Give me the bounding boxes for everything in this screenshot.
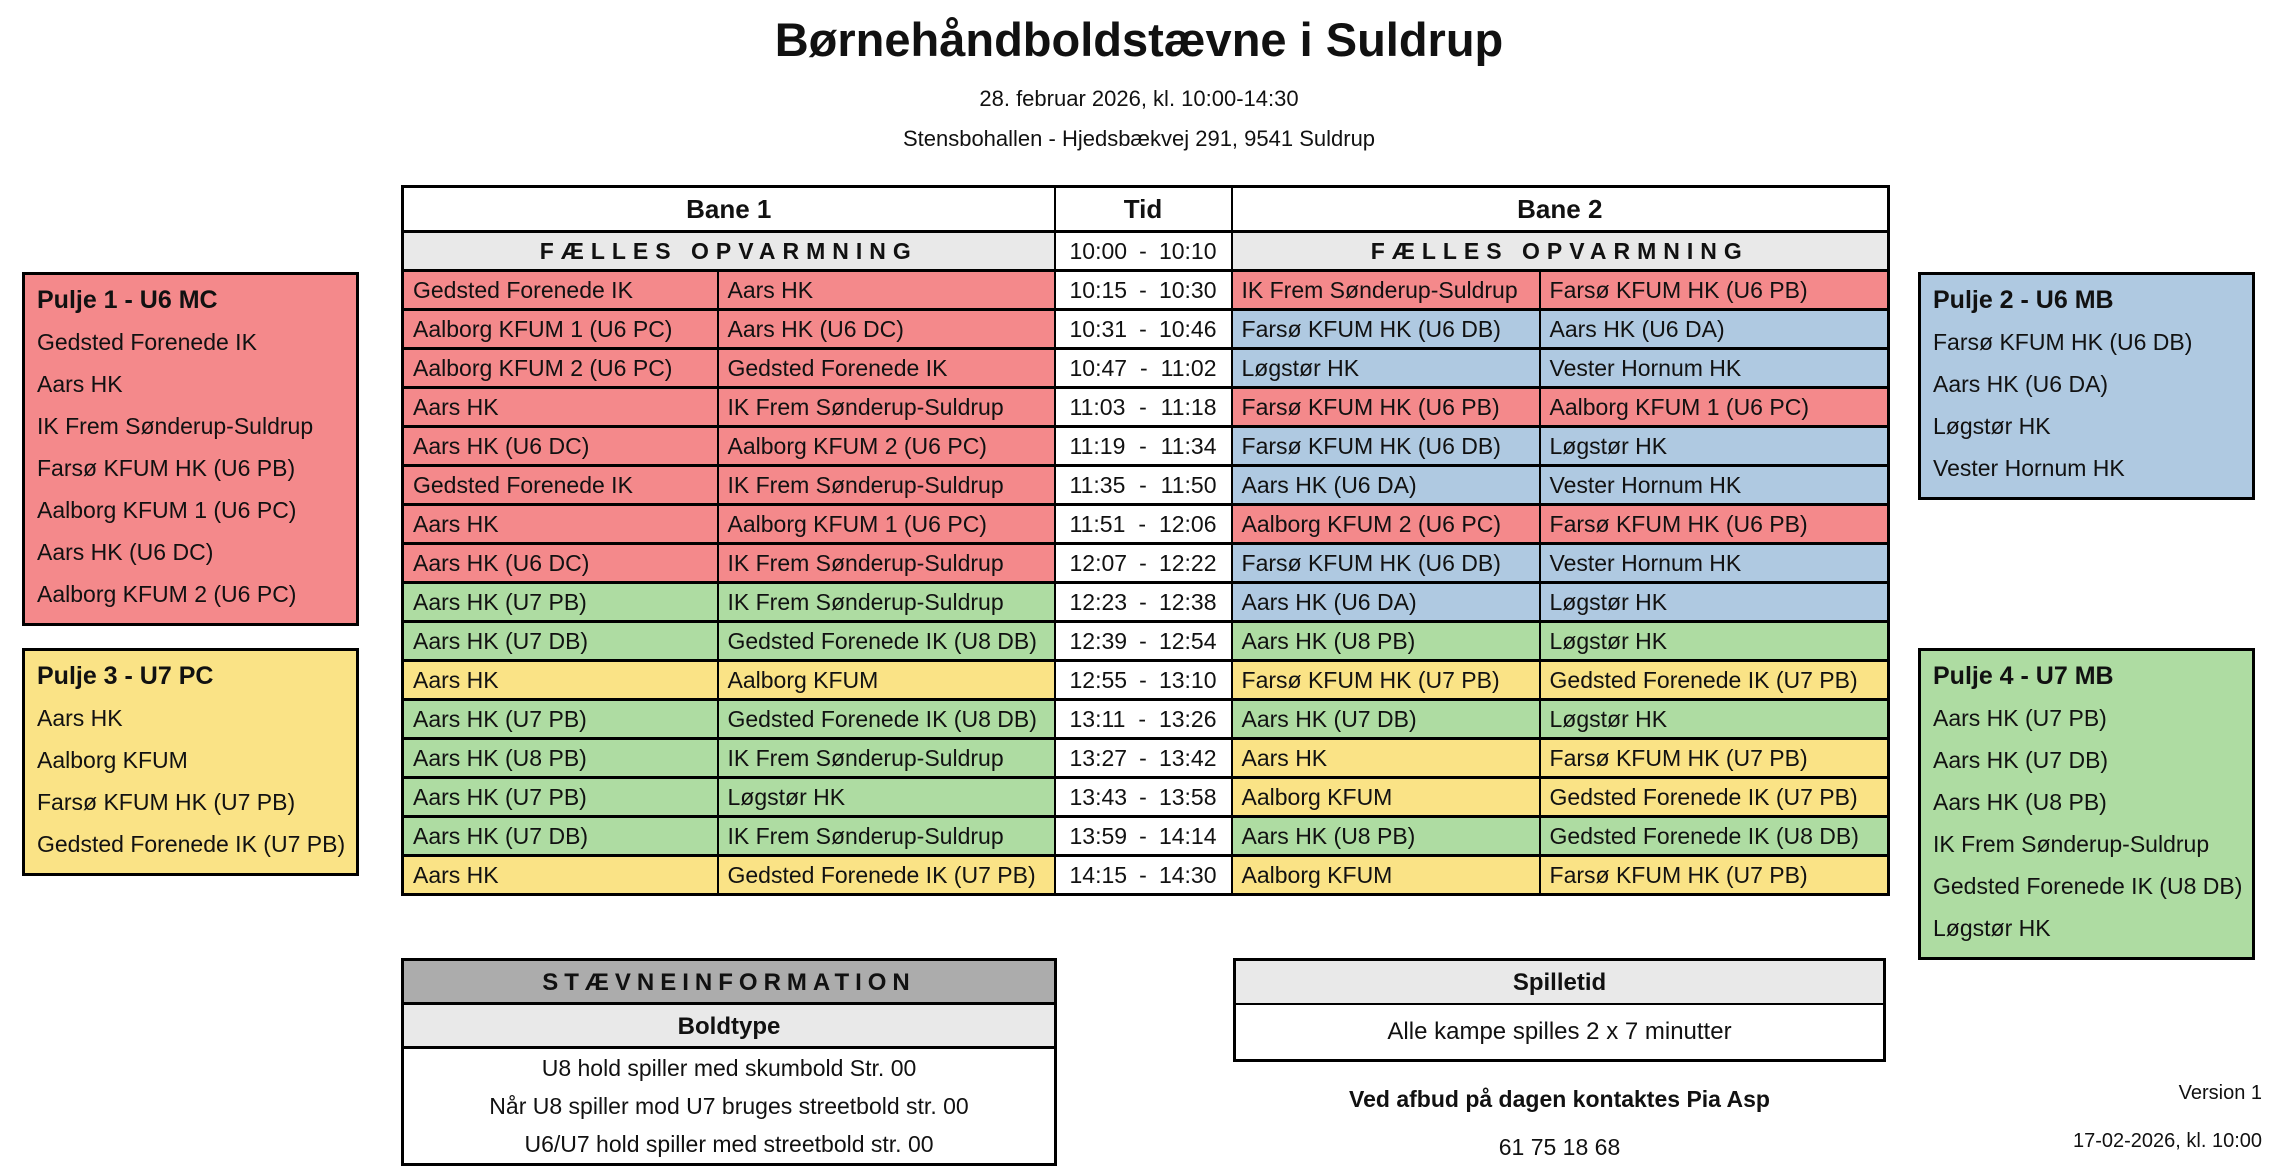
- pool-team-list: [1921, 697, 2252, 949]
- time-end: 11:18: [1160, 393, 1217, 420]
- contact-note: Ved afbud på dagen kontaktes Pia Asp: [1349, 1086, 1770, 1112]
- time-dash: -: [1139, 315, 1147, 342]
- team-cell: Aalborg KFUM: [1232, 778, 1540, 817]
- team-cell: Aalborg KFUM 1 (U6 PC): [1540, 388, 1889, 427]
- team-cell: IK Frem Sønderup-Suldrup: [718, 739, 1055, 778]
- tournament-info-header: STÆVNEINFORMATION: [404, 961, 1054, 1005]
- time-dash: -: [1139, 237, 1147, 264]
- playtime-header: Spilletid: [1236, 961, 1883, 1005]
- time-dash: -: [1139, 822, 1147, 849]
- team-cell: Aars HK: [403, 388, 718, 427]
- pool-team: IK Frem Sønderup-Suldrup: [37, 413, 314, 439]
- team-cell: Aars HK: [1232, 739, 1540, 778]
- team-cell: Gedsted Forenede IK: [718, 349, 1055, 388]
- team-cell: Aars HK (U6 DC): [403, 427, 718, 466]
- tournament-info-box: [401, 958, 1057, 1166]
- time-end: 12:54: [1158, 627, 1217, 654]
- team-cell: Farsø KFUM HK (U6 PB): [1540, 505, 1889, 544]
- match-row: [403, 739, 1889, 778]
- team-cell: Vester Hornum HK: [1540, 544, 1889, 583]
- pool-team: Farsø KFUM HK (U6 PB): [37, 455, 296, 481]
- ball-type-line: Når U8 spiller mod U7 bruges streetbold str. 00: [489, 1093, 969, 1119]
- team-cell: IK Frem Sønderup-Suldrup: [1232, 271, 1540, 310]
- time-dash: -: [1139, 393, 1147, 420]
- pool-title: Pulje 1 - U6 MC: [37, 286, 218, 314]
- ball-type-subheader: Boldtype: [404, 1005, 1054, 1049]
- time-cell: [1055, 622, 1232, 661]
- match-row: [403, 505, 1889, 544]
- pool-team: Aalborg KFUM: [37, 747, 188, 773]
- time-end: 14:14: [1158, 822, 1217, 849]
- team-cell: Aalborg KFUM: [718, 661, 1055, 700]
- team-cell: Aars HK (U7 DB): [403, 817, 718, 856]
- pool-team: Farsø KFUM HK (U7 PB): [37, 789, 296, 815]
- time-dash: -: [1140, 354, 1148, 381]
- bane1-column-header: Bane 1: [403, 187, 1055, 232]
- team-cell: Farsø KFUM HK (U6 DB): [1232, 427, 1540, 466]
- time-end: 10:30: [1158, 276, 1217, 303]
- team-cell: Løgstør HK: [1540, 583, 1889, 622]
- time-start: 10:47: [1069, 354, 1128, 381]
- team-cell: Farsø KFUM HK (U6 DB): [1232, 310, 1540, 349]
- team-cell: Aars HK: [403, 856, 718, 895]
- team-cell: Gedsted Forenede IK (U7 PB): [718, 856, 1055, 895]
- playtime-box: [1233, 958, 1886, 1062]
- team-cell: Aalborg KFUM 1 (U6 PC): [403, 310, 718, 349]
- time-cell: [1055, 466, 1232, 505]
- match-row: [403, 349, 1889, 388]
- team-cell: Aalborg KFUM 1 (U6 PC): [718, 505, 1055, 544]
- contact-phone: 61 75 18 68: [1498, 1134, 1621, 1160]
- match-row: [403, 544, 1889, 583]
- version-timestamp: 17-02-2026, kl. 10:00: [2072, 1130, 2262, 1152]
- time-dash: -: [1139, 861, 1147, 888]
- version-label: Version 1: [2178, 1082, 2262, 1104]
- team-cell: Aars HK (U6 DC): [403, 544, 718, 583]
- pool-box-pulje-3: [22, 648, 359, 876]
- pool-team: Aars HK (U6 DC): [37, 539, 214, 565]
- match-row: [403, 583, 1889, 622]
- match-row: [403, 466, 1889, 505]
- time-end: 13:58: [1158, 783, 1217, 810]
- time-cell: [1055, 583, 1232, 622]
- team-cell: Farsø KFUM HK (U6 PB): [1540, 271, 1889, 310]
- team-cell: Farsø KFUM HK (U7 PB): [1540, 856, 1889, 895]
- pool-team: Gedsted Forenede IK (U7 PB): [37, 831, 346, 857]
- team-cell: Gedsted Forenede IK (U8 DB): [1540, 817, 1889, 856]
- team-cell: Aars HK (U8 PB): [1232, 622, 1540, 661]
- pool-team: Aars HK (U6 DA): [1933, 371, 2109, 397]
- match-row: [403, 388, 1889, 427]
- pool-team: Aars HK (U7 DB): [1933, 747, 2109, 773]
- time-cell: [1055, 817, 1232, 856]
- time-cell: [1055, 505, 1232, 544]
- pool-team: Aalborg KFUM 1 (U6 PC): [37, 497, 297, 523]
- team-cell: Aars HK (U7 PB): [403, 778, 718, 817]
- team-cell: Løgstør HK: [718, 778, 1055, 817]
- time-dash: -: [1139, 744, 1147, 771]
- team-cell: Løgstør HK: [1540, 427, 1889, 466]
- team-cell: Gedsted Forenede IK: [403, 271, 718, 310]
- match-row: [403, 817, 1889, 856]
- playtime-body: Alle kampe spilles 2 x 7 minutter: [1387, 1018, 1732, 1045]
- ball-type-line: U8 hold spiller med skumbold Str. 00: [541, 1055, 917, 1081]
- time-end: 12:06: [1158, 510, 1217, 537]
- team-cell: Løgstør HK: [1540, 700, 1889, 739]
- time-start: 13:59: [1069, 822, 1128, 849]
- warmup-time-cell: [1055, 232, 1232, 271]
- team-cell: IK Frem Sønderup-Suldrup: [718, 388, 1055, 427]
- time-start: 10:00: [1069, 237, 1128, 264]
- time-dash: -: [1139, 276, 1147, 303]
- time-cell: [1055, 856, 1232, 895]
- time-end: 14:30: [1158, 861, 1217, 888]
- warmup-label-bane1: FÆLLES OPVARMNING: [403, 232, 1055, 271]
- time-start: 11:03: [1069, 393, 1126, 420]
- time-dash: -: [1139, 432, 1147, 459]
- team-cell: Aars HK: [718, 271, 1055, 310]
- time-dash: -: [1138, 705, 1146, 732]
- time-dash: -: [1139, 783, 1147, 810]
- time-cell: [1055, 310, 1232, 349]
- contact-block: [1233, 1086, 1886, 1161]
- pool-team: Aars HK: [37, 371, 123, 397]
- time-end: 11:02: [1160, 354, 1217, 381]
- time-dash: -: [1139, 666, 1147, 693]
- pool-title: Pulje 2 - U6 MB: [1933, 286, 2114, 314]
- time-start: 13:11: [1069, 705, 1126, 732]
- pool-team-list: [1921, 321, 2252, 489]
- team-cell: Farsø KFUM HK (U7 PB): [1540, 739, 1889, 778]
- team-cell: Aalborg KFUM 2 (U6 PC): [1232, 505, 1540, 544]
- time-start: 11:19: [1069, 432, 1126, 459]
- team-cell: Løgstør HK: [1540, 622, 1889, 661]
- team-cell: Gedsted Forenede IK (U8 DB): [718, 622, 1055, 661]
- time-dash: -: [1138, 510, 1146, 537]
- time-end: 10:46: [1158, 315, 1217, 342]
- time-start: 11:51: [1069, 510, 1126, 537]
- version-block: [2073, 1082, 2262, 1153]
- warmup-label-bane2: FÆLLES OPVARMNING: [1232, 232, 1889, 271]
- team-cell: Aars HK: [403, 505, 718, 544]
- time-cell: [1055, 271, 1232, 310]
- pool-team-list: [25, 697, 356, 865]
- tid-column-header: Tid: [1055, 187, 1232, 232]
- time-end: 13:42: [1158, 744, 1217, 771]
- pool-box-pulje-1: [22, 272, 359, 626]
- time-end: 11:34: [1160, 432, 1217, 459]
- ball-type-line: U6/U7 hold spiller med streetbold str. 00: [524, 1131, 934, 1157]
- time-dash: -: [1139, 549, 1147, 576]
- time-start: 10:15: [1069, 276, 1128, 303]
- pool-box-pulje-2: [1918, 272, 2255, 500]
- time-cell: [1055, 778, 1232, 817]
- team-cell: Aars HK (U7 PB): [403, 583, 718, 622]
- time-end: 12:38: [1158, 588, 1217, 615]
- subtitle-venue: Stensbohallen - Hjedsbækvej 291, 9541 Suldrup: [902, 126, 1376, 151]
- time-dash: -: [1139, 627, 1147, 654]
- schedule-header-row: [403, 187, 1889, 232]
- time-end: 13:26: [1158, 705, 1217, 732]
- team-cell: Aars HK (U6 DC): [718, 310, 1055, 349]
- time-end: 11:50: [1160, 471, 1217, 498]
- time-cell: [1055, 388, 1232, 427]
- page-title: Børnehåndboldstævne i Suldrup: [774, 13, 1504, 66]
- time-end: 13:10: [1158, 666, 1217, 693]
- pool-title: Pulje 3 - U7 PC: [37, 662, 214, 690]
- match-row: [403, 700, 1889, 739]
- time-start: 13:43: [1069, 783, 1128, 810]
- team-cell: IK Frem Sønderup-Suldrup: [718, 583, 1055, 622]
- pool-team: Gedsted Forenede IK (U8 DB): [1933, 873, 2243, 899]
- team-cell: Aars HK (U8 PB): [403, 739, 718, 778]
- time-end: 10:10: [1158, 237, 1217, 264]
- bane2-column-header: Bane 2: [1232, 187, 1889, 232]
- pool-team: IK Frem Sønderup-Suldrup: [1933, 831, 2210, 857]
- pool-title: Pulje 4 - U7 MB: [1933, 662, 2114, 690]
- team-cell: Aalborg KFUM 2 (U6 PC): [403, 349, 718, 388]
- team-cell: Farsø KFUM HK (U6 DB): [1232, 544, 1540, 583]
- match-row: [403, 661, 1889, 700]
- team-cell: IK Frem Sønderup-Suldrup: [718, 544, 1055, 583]
- team-cell: Aalborg KFUM: [1232, 856, 1540, 895]
- team-cell: Aars HK (U8 PB): [1232, 817, 1540, 856]
- team-cell: Aars HK (U7 DB): [1232, 700, 1540, 739]
- time-dash: -: [1139, 471, 1147, 498]
- match-row: [403, 271, 1889, 310]
- ball-type-lines: [404, 1049, 1054, 1163]
- time-start: 14:15: [1069, 861, 1128, 888]
- time-start: 12:07: [1069, 549, 1128, 576]
- team-cell: Farsø KFUM HK (U7 PB): [1232, 661, 1540, 700]
- team-cell: Farsø KFUM HK (U6 PB): [1232, 388, 1540, 427]
- team-cell: Vester Hornum HK: [1540, 349, 1889, 388]
- time-cell: [1055, 544, 1232, 583]
- pool-team: Farsø KFUM HK (U6 DB): [1933, 329, 2193, 355]
- time-dash: -: [1139, 588, 1147, 615]
- team-cell: Aars HK (U7 DB): [403, 622, 718, 661]
- pool-team-list: [25, 321, 356, 615]
- team-cell: Aars HK (U6 DA): [1540, 310, 1889, 349]
- team-cell: Gedsted Forenede IK (U7 PB): [1540, 778, 1889, 817]
- pool-team: Aars HK (U8 PB): [1933, 789, 2107, 815]
- schedule-table: [401, 185, 1890, 896]
- team-cell: Aars HK: [403, 661, 718, 700]
- time-start: 12:23: [1069, 588, 1128, 615]
- pool-team: Aalborg KFUM 2 (U6 PC): [37, 581, 297, 607]
- time-start: 13:27: [1069, 744, 1128, 771]
- team-cell: IK Frem Sønderup-Suldrup: [718, 466, 1055, 505]
- time-cell: [1055, 700, 1232, 739]
- match-row: [403, 310, 1889, 349]
- pool-team: Vester Hornum HK: [1933, 455, 2125, 481]
- time-cell: [1055, 661, 1232, 700]
- pool-team: Aars HK (U7 PB): [1933, 705, 2107, 731]
- match-row: [403, 778, 1889, 817]
- team-cell: Gedsted Forenede IK: [403, 466, 718, 505]
- team-cell: Gedsted Forenede IK (U7 PB): [1540, 661, 1889, 700]
- team-cell: Aars HK (U6 DA): [1232, 583, 1540, 622]
- match-row: [403, 856, 1889, 895]
- team-cell: IK Frem Sønderup-Suldrup: [718, 817, 1055, 856]
- pool-box-pulje-4: [1918, 648, 2255, 960]
- time-cell: [1055, 739, 1232, 778]
- time-cell: [1055, 427, 1232, 466]
- match-row: [403, 622, 1889, 661]
- time-start: 12:39: [1069, 627, 1128, 654]
- team-cell: Vester Hornum HK: [1540, 466, 1889, 505]
- team-cell: Løgstør HK: [1232, 349, 1540, 388]
- team-cell: Aars HK (U7 PB): [403, 700, 718, 739]
- pool-team: Aars HK: [37, 705, 123, 731]
- time-end: 12:22: [1158, 549, 1217, 576]
- team-cell: Aalborg KFUM 2 (U6 PC): [718, 427, 1055, 466]
- time-start: 10:31: [1069, 315, 1128, 342]
- team-cell: Gedsted Forenede IK (U8 DB): [718, 700, 1055, 739]
- time-cell: [1055, 349, 1232, 388]
- warmup-row: [403, 232, 1889, 271]
- team-cell: Aars HK (U6 DA): [1232, 466, 1540, 505]
- time-start: 12:55: [1069, 666, 1128, 693]
- pool-team: Løgstør HK: [1933, 413, 2051, 439]
- subtitle-date: 28. februar 2026, kl. 10:00-14:30: [979, 86, 1299, 111]
- match-row: [403, 427, 1889, 466]
- time-start: 11:35: [1069, 471, 1126, 498]
- pool-team: Gedsted Forenede IK: [37, 329, 257, 355]
- pool-team: Løgstør HK: [1933, 915, 2051, 941]
